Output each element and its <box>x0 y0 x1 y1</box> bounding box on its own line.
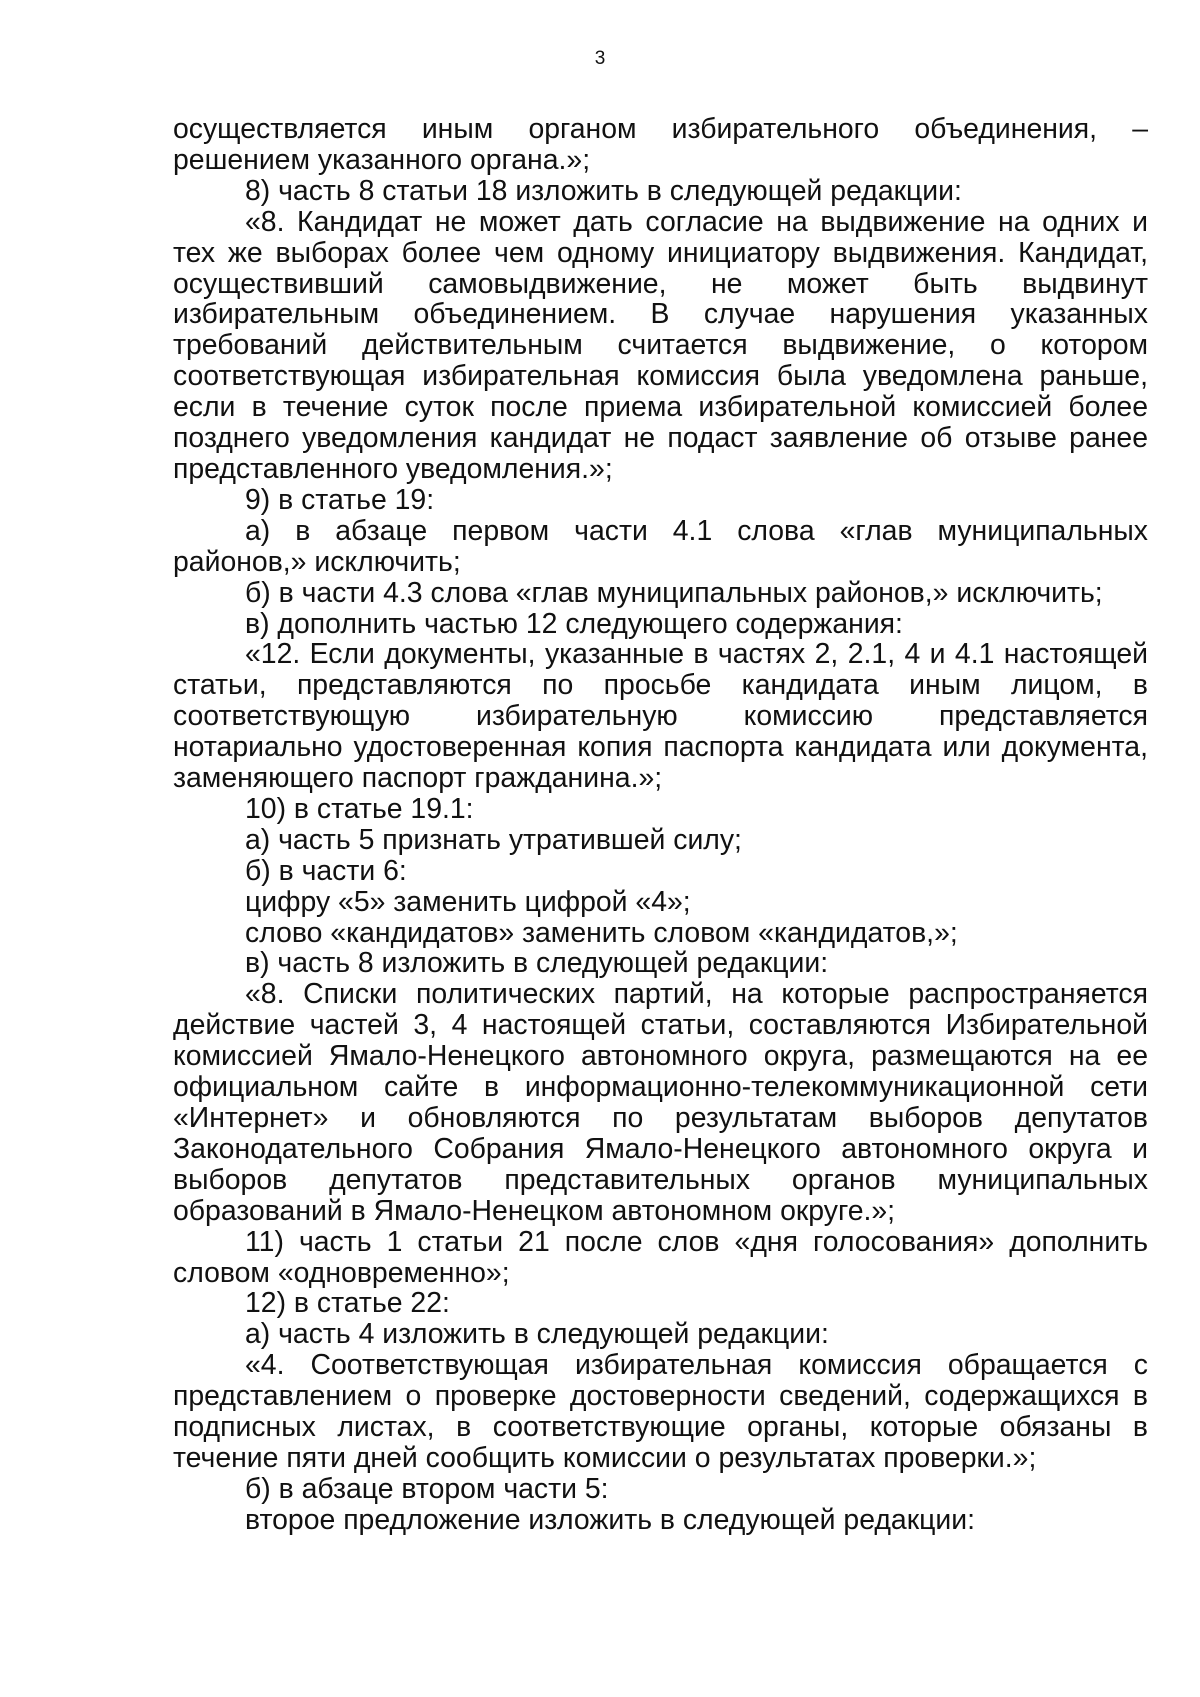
paragraph: «12. Если документы, указанные в частях 2, 2.1, 4 и 4.1 настоящей статьи, представляются по просьбе кандидата иным лицом, в соответствующую избирательную комиссию представляется нотариально удостоверенная копия паспорта кандидата или документа, заменяющего паспорт гражданина.»; <box>173 638 1148 795</box>
paragraph: 9) в статье 19: <box>245 483 435 516</box>
paragraph: слово «кандидатов» заменить словом «кандидатов,»; <box>245 916 958 949</box>
paragraph: а) в абзаце первом части 4.1 слова «глав муниципальных районов,» исключить; <box>173 514 1148 578</box>
paragraph: б) в части 6: <box>245 854 407 887</box>
paragraph: 10) в статье 19.1: <box>245 792 474 825</box>
paragraph: а) часть 5 признать утратившей силу; <box>245 823 742 856</box>
paragraph: б) в абзаце втором части 5: <box>245 1472 609 1505</box>
page-number: 3 <box>594 48 606 69</box>
paragraph: в) часть 8 изложить в следующей редакции: <box>245 947 829 980</box>
paragraph: б) в части 4.3 слова «глав муниципальных районов,» исключить; <box>245 576 1103 609</box>
document-body <box>173 114 1148 1536</box>
paragraph: цифру «5» заменить цифрой «4»; <box>245 885 691 918</box>
paragraph: 8) часть 8 статьи 18 изложить в следующей редакции: <box>245 174 962 207</box>
paragraph: а) часть 4 изложить в следующей редакции: <box>245 1318 829 1351</box>
paragraph: осуществляется иным органом избирательного объединения, – решением указанного органа.»; <box>173 113 1148 176</box>
paragraph: в) дополнить частью 12 следующего содержания: <box>245 607 903 640</box>
paragraph: 11) часть 1 статьи 21 после слов «дня голосования» дополнить словом «одновременно»; <box>173 1225 1148 1289</box>
paragraph: второе предложение изложить в следующей редакции: <box>245 1503 976 1536</box>
paragraph: «8. Кандидат не может дать согласие на выдвижение на одних и тех же выборах более чем одному инициатору выдвижения. Кандидат, осуществивший самовыдвижение, не может быть выдвинут избирательным объединением. В случае нарушения указанных требований действительным считается выдвижение, о котором соответствующая избирательная комиссия была уведомлена раньше, если в течение суток после приема избирательной комиссией более позднего уведомления кандидат не подаст заявление об отзыве ранее представленного уведомления.»; <box>173 205 1148 485</box>
paragraph: «4. Соответствующая избирательная комиссия обращается с представлением о проверке достоверности сведений, содержащихся в подписных листах, в соответствующие органы, которые обязаны в течение пяти дней сообщить комиссии о результатах проверки.»; <box>173 1349 1148 1474</box>
paragraph: 12) в статье 22: <box>245 1287 450 1320</box>
paragraph: «8. Списки политических партий, на которые распространяется действие частей 3, 4 настоящей статьи, составляются Избирательной комиссией Ямало-Ненецкого автономного округа, размещаются на ее официальном сайте в информационно-телекоммуникационной сети «Интернет» и обновляются по результатам выборов депутатов Законодательного Собрания Ямало-Ненецкого автономного округа и выборов депутатов представительных органов муниципальных образований в Ямало-Ненецком автономном округе.»; <box>173 978 1148 1227</box>
